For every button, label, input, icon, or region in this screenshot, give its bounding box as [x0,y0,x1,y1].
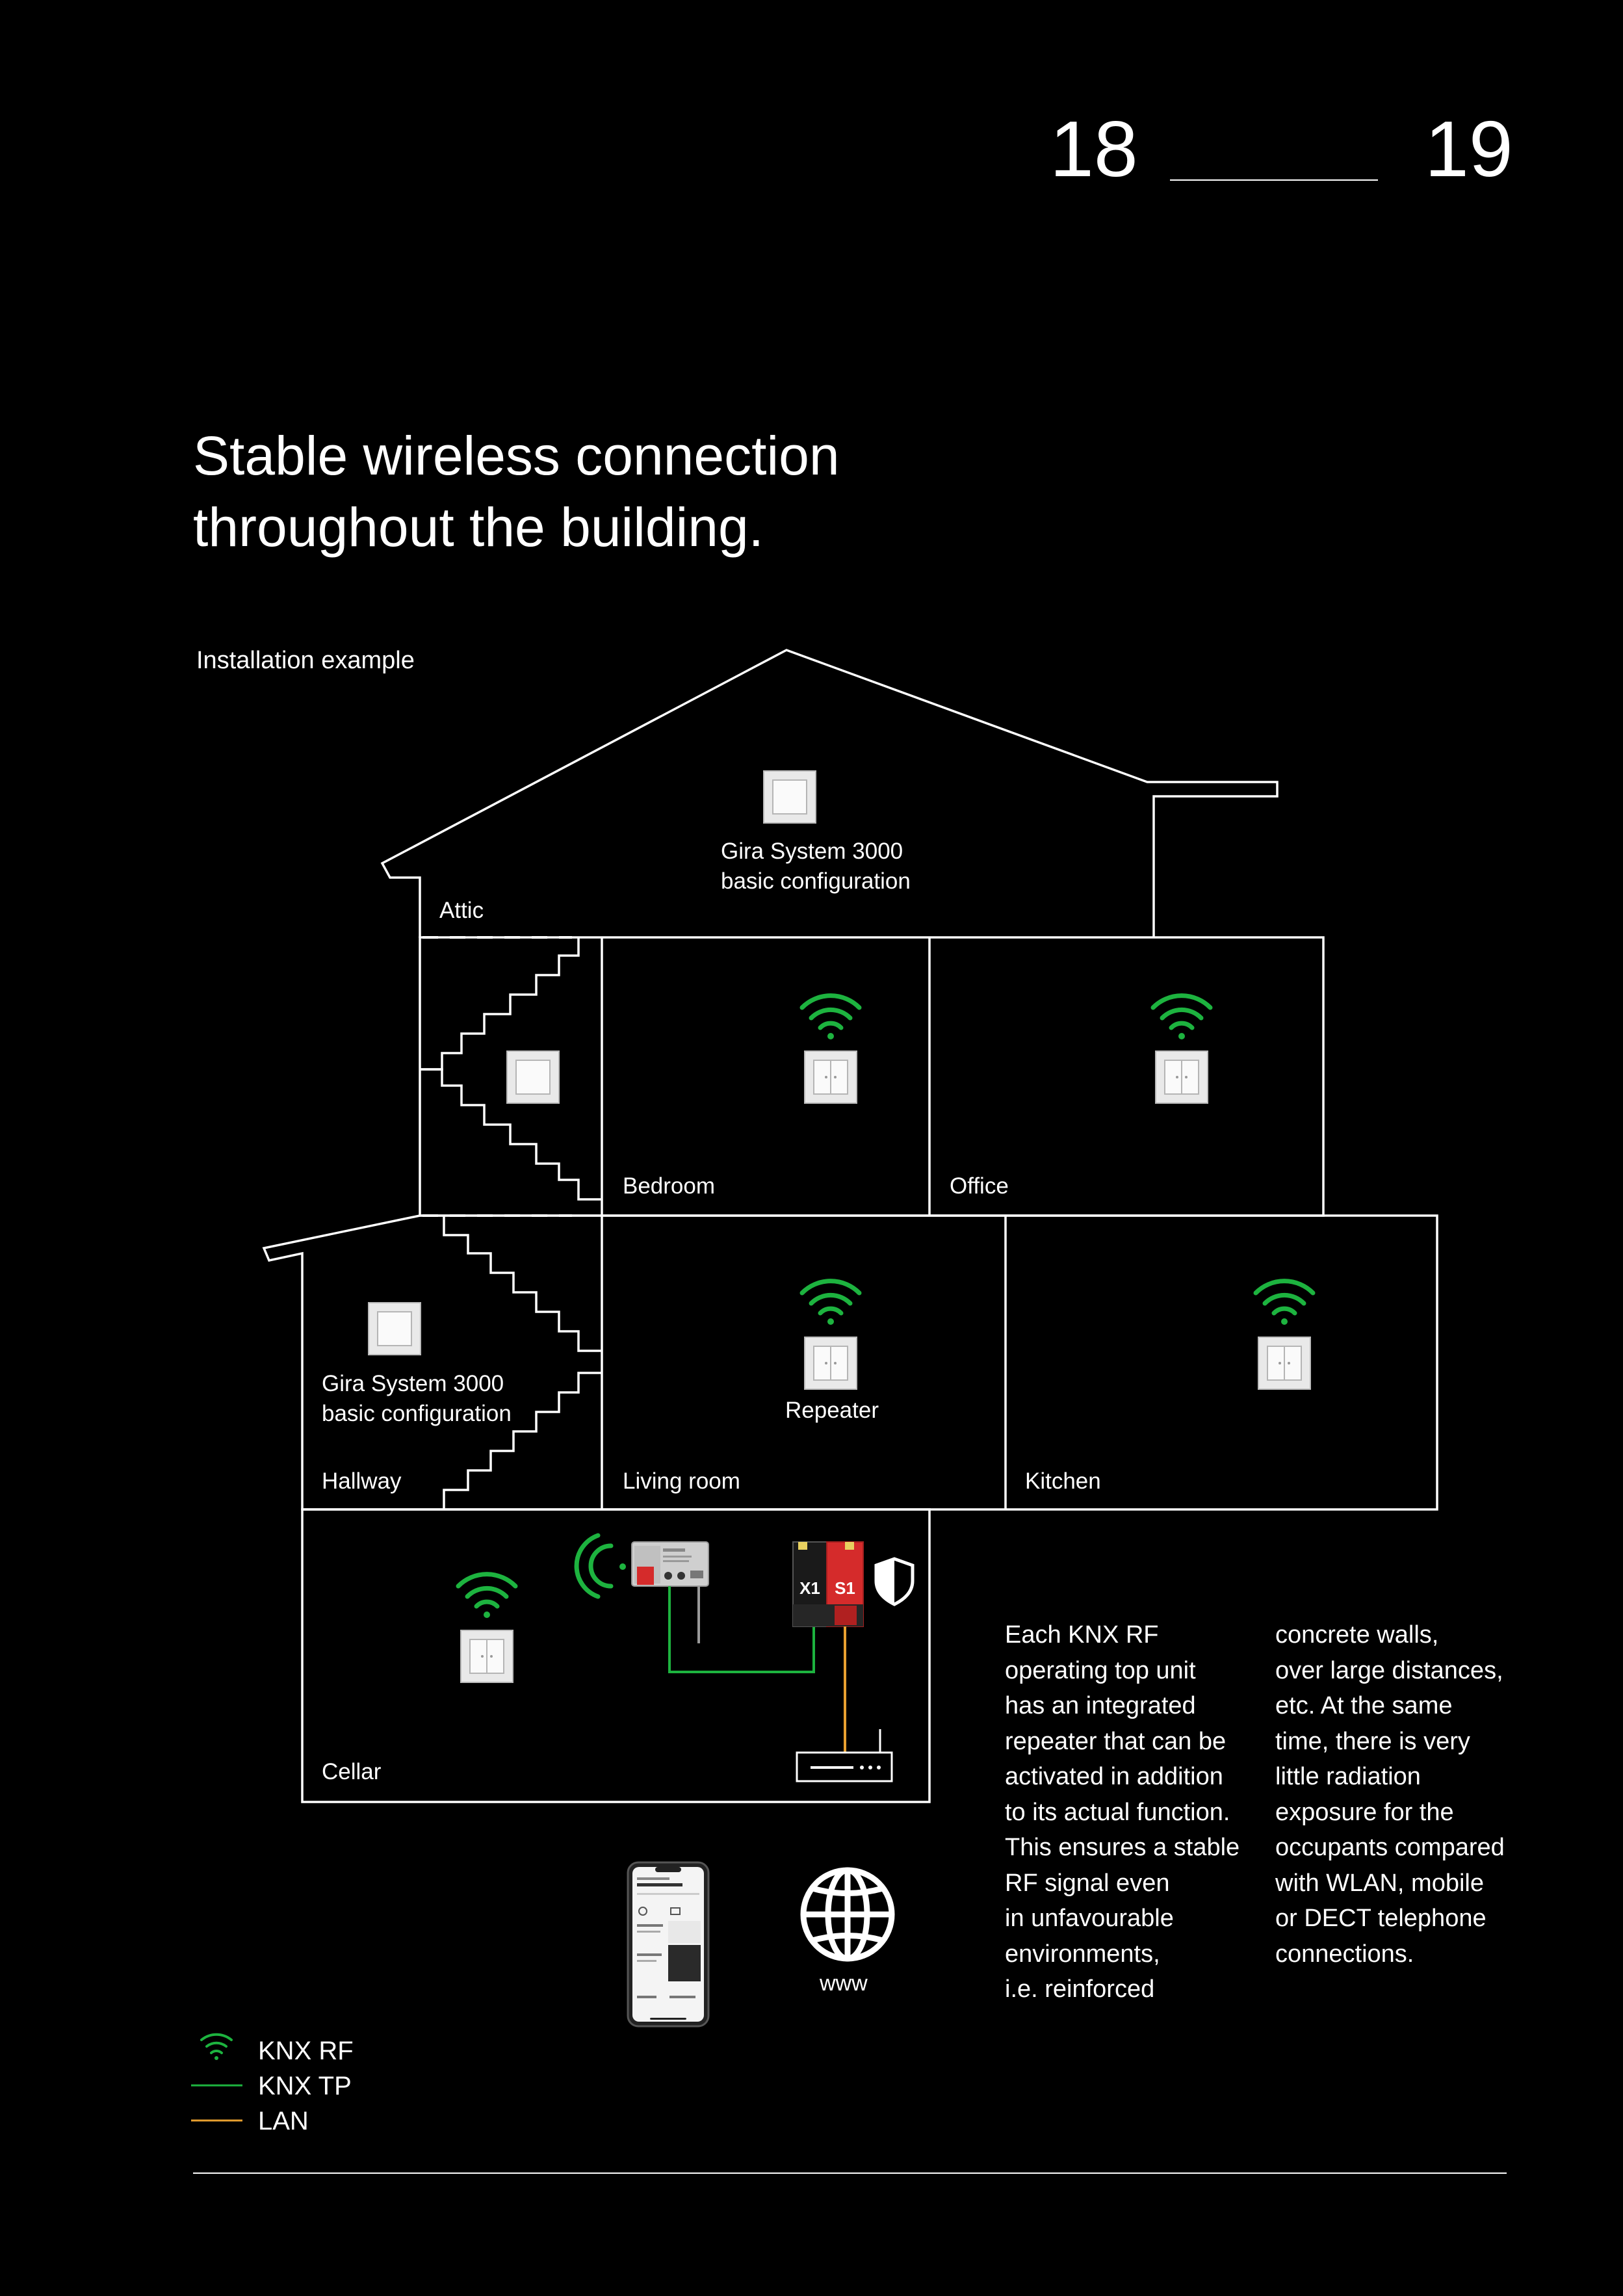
legend-label-knx-rf: KNX RF [258,2037,354,2065]
headline-line-2: throughout the building. [193,497,764,558]
body-line: occupants compared [1275,1834,1505,1861]
attic-switch-label-line-1: Gira System 3000 [721,839,903,864]
body-line: environments, [1005,1940,1160,1968]
room-label-attic: Attic [439,898,484,923]
attic-switch-label [721,837,911,896]
wifi-icon [802,1281,859,1325]
rf-gateway-module [632,1542,708,1586]
wifi-icon [1153,996,1210,1039]
body-line: little radiation [1275,1763,1421,1790]
room-label-office: Office [950,1173,1009,1199]
section-label: Installation example [196,647,415,674]
room-label-kitchen: Kitchen [1025,1468,1101,1494]
room-label-bedroom: Bedroom [623,1173,716,1199]
headline-line-1: Stable wireless connection [193,425,840,486]
hallway-switch-label [322,1369,512,1429]
attic-switch-label-line-2: basic configuration [721,868,911,894]
body-line: Each KNX RF [1005,1621,1159,1649]
globe-icon [803,1870,892,1959]
stairs-upper-a [420,937,578,1069]
wifi-icon [1256,1281,1313,1325]
body-line: repeater that can be [1005,1727,1227,1755]
knx-tp-wire [669,1586,814,1672]
body-line: concrete walls, [1275,1621,1439,1649]
body-line: operating top unit [1005,1656,1196,1684]
stairs-lower-a [444,1216,602,1351]
legend-label-lan: LAN [258,2107,309,2135]
rf-emitter-icon [577,1535,626,1597]
room-label-cellar: Cellar [322,1759,382,1784]
body-line: activated in addition [1005,1763,1223,1790]
body-line: This ensures a stable [1005,1834,1240,1861]
body-line: RF signal even [1005,1869,1170,1897]
shield-icon [876,1559,913,1604]
www-label: www [820,1971,868,1996]
smartphone-icon [628,1862,708,2026]
wifi-icon [802,996,859,1039]
page-number-left: 18 [1050,105,1138,193]
body-line: has an integrated [1005,1692,1196,1719]
module-s1-label: S1 [835,1578,855,1598]
page-number-right: 19 [1425,105,1513,193]
stair-switch [507,1051,559,1103]
bedroom-switch [805,1051,857,1103]
attic-switch [764,771,816,823]
knx-ip-router [793,1542,863,1626]
hallway-switch [369,1303,421,1355]
hallway-switch-label-line-1: Gira System 3000 [322,1371,504,1396]
body-line: etc. At the same [1275,1692,1453,1719]
room-label-hallway: Hallway [322,1468,402,1494]
body-text-column-1 [1005,1617,1240,2007]
body-line: or DECT telephone [1275,1905,1487,1932]
office-switch [1156,1051,1208,1103]
repeater-label: Repeater [785,1398,879,1423]
body-line: to its actual function. [1005,1798,1230,1826]
body-text-column-2 [1275,1617,1505,1972]
body-line: over large distances, [1275,1656,1503,1684]
room-label-living-room: Living room [623,1468,740,1494]
body-line: time, there is very [1275,1727,1470,1755]
body-line: with WLAN, mobile [1275,1869,1484,1897]
body-line: in unfavourable [1005,1905,1174,1932]
wifi-icon [458,1574,515,1618]
kitchen-switch [1258,1337,1310,1389]
body-line: connections. [1275,1940,1414,1968]
body-line: exposure for the [1275,1798,1454,1826]
living-room-switch [805,1337,857,1389]
body-line: i.e. reinforced [1005,1976,1155,2003]
legend-rf-icon [201,2035,231,2060]
hallway-switch-label-line-2: basic configuration [322,1401,512,1426]
cellar-switch [461,1630,513,1682]
legend-label-knx-tp: KNX TP [258,2072,352,2100]
module-x1-label: X1 [799,1578,820,1598]
